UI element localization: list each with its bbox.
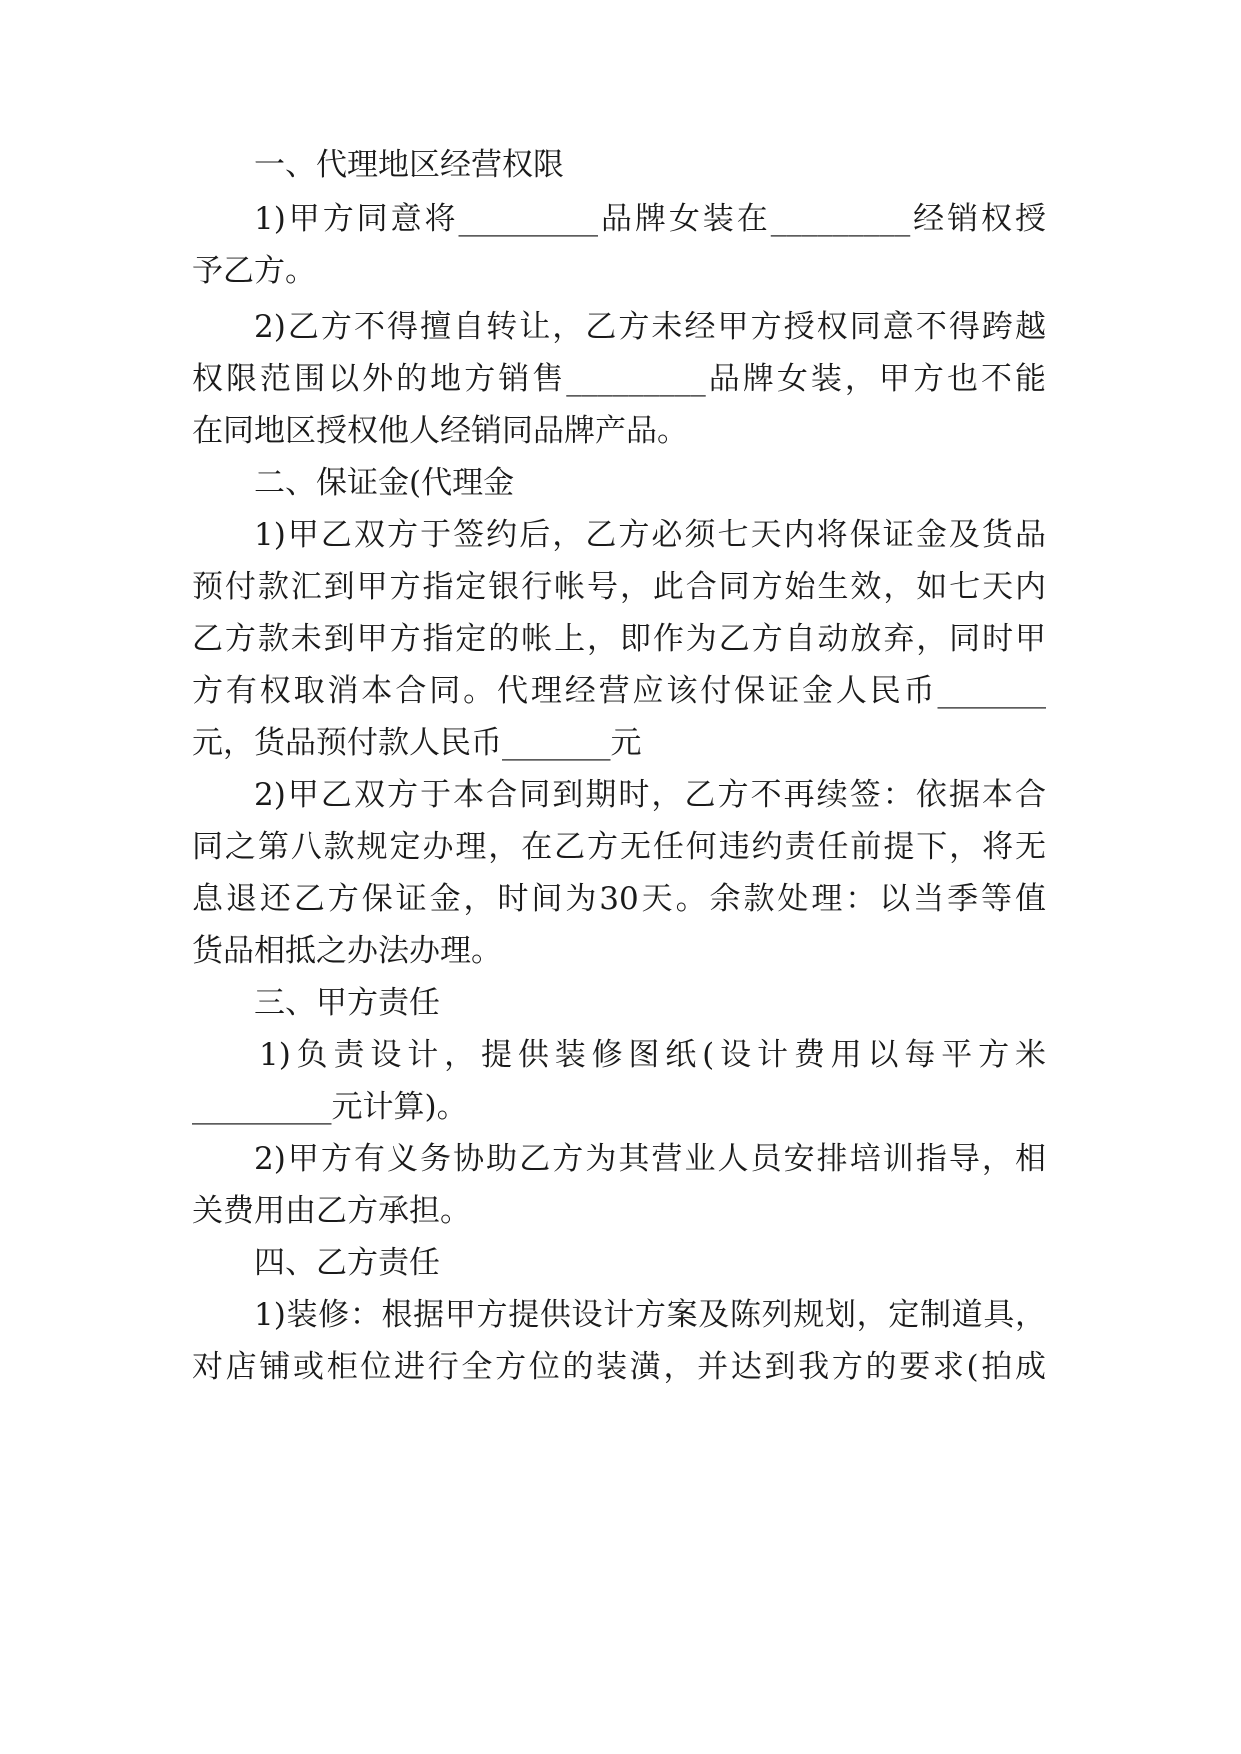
paragraph-line: 2)甲乙双方于本合同到期时，乙方不再续签：依据本合 bbox=[254, 777, 1046, 813]
paragraph-line: 1)甲方同意将_________品牌女装在_________经销权授 bbox=[254, 201, 1046, 237]
paragraph-line: 乙方款未到甲方指定的帐上，即作为乙方自动放弃，同时甲 bbox=[192, 621, 1046, 657]
paragraph-line: 方有权取消本合同。代理经营应该付保证金人民币_______ bbox=[192, 673, 1046, 709]
paragraph-line: 息退还乙方保证金，时间为30天。余款处理：以当季等值 bbox=[192, 881, 1046, 917]
paragraph-line: 权限范围以外的地方销售_________品牌女装，甲方也不能 bbox=[192, 361, 1046, 397]
paragraph-line: 在同地区授权他人经销同品牌产品。 bbox=[192, 413, 688, 449]
paragraph-line: 元，货品预付款人民币_______元 bbox=[192, 725, 642, 761]
paragraph-line: 2)甲方有义务协助乙方为其营业人员安排培训指导，相 bbox=[254, 1141, 1046, 1177]
paragraph-line: 关费用由乙方承担。 bbox=[192, 1193, 471, 1229]
paragraph-line: 对店铺或柜位进行全方位的装潢，并达到我方的要求(拍成 bbox=[192, 1349, 1046, 1385]
paragraph-line: 1)装修：根据甲方提供设计方案及陈列规划，定制道具， bbox=[254, 1297, 1046, 1333]
paragraph-line: 1)负责设计，提供装修图纸(设计费用以每平方米 bbox=[259, 1037, 1046, 1073]
section-heading-4: 四、乙方责任 bbox=[254, 1245, 440, 1281]
paragraph-line: 货品相抵之办法办理。 bbox=[192, 933, 502, 969]
paragraph-line: 预付款汇到甲方指定银行帐号，此合同方始生效，如七天内 bbox=[192, 569, 1046, 605]
paragraph-line: 1)甲乙双方于签约后，乙方必须七天内将保证金及货品 bbox=[254, 517, 1046, 553]
paragraph-line: 2)乙方不得擅自转让，乙方未经甲方授权同意不得跨越 bbox=[254, 309, 1046, 345]
paragraph-line: _________元计算)。 bbox=[192, 1089, 468, 1125]
paragraph-line: 同之第八款规定办理，在乙方无任何违约责任前提下，将无 bbox=[192, 829, 1046, 865]
section-heading-3: 三、甲方责任 bbox=[254, 985, 440, 1021]
paragraph-line: 予乙方。 bbox=[192, 253, 316, 289]
section-heading-2: 二、保证金(代理金 bbox=[254, 465, 515, 501]
section-heading-1: 一、代理地区经营权限 bbox=[254, 147, 564, 183]
